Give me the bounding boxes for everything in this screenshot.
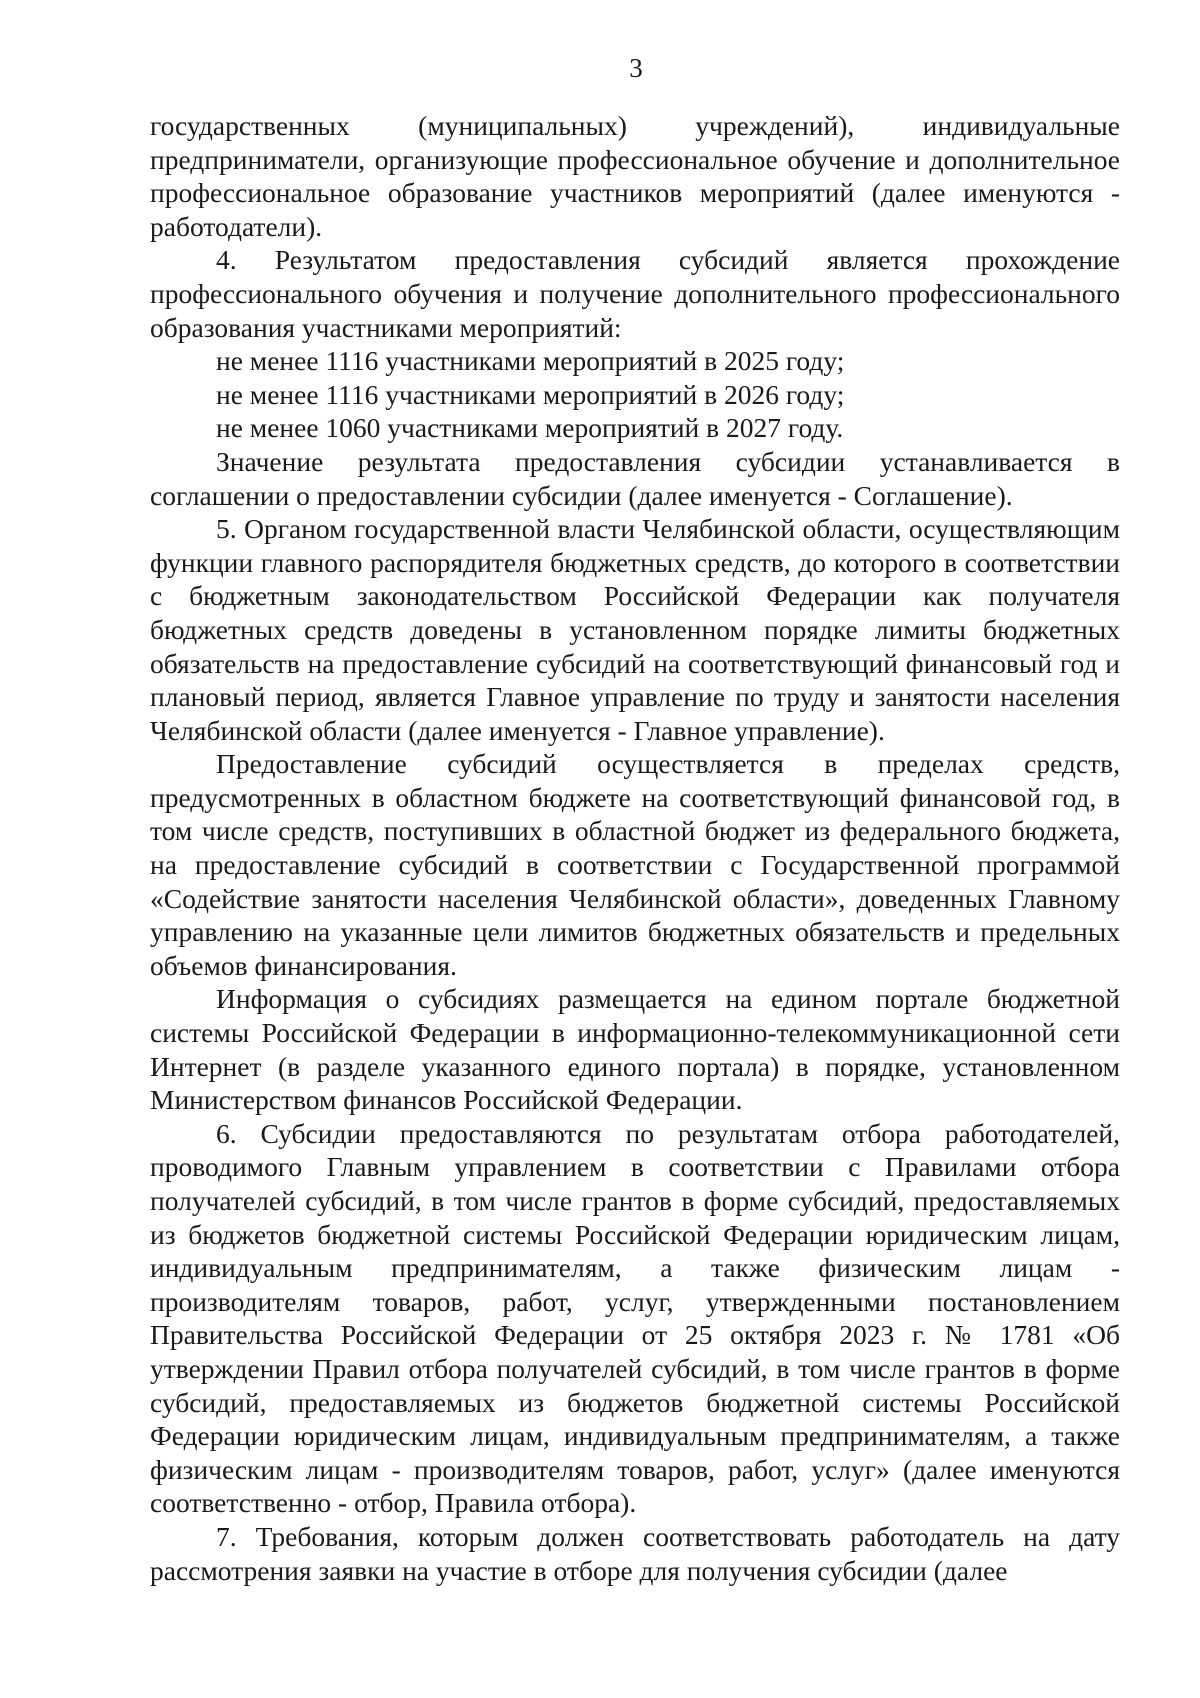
paragraph-result-value: Значение результата предоставления субсидии устанавливается в соглашении о предоставлении субсидии (далее именуется - Соглашение).: [150, 445, 1120, 511]
paragraph-employers-definition: государственных (муниципальных) учреждений), индивидуальные предприниматели, организующие профессиональное обучение и дополнительное профессиональное образование участников мероприятий (далее именуются - работодатели).: [150, 110, 1120, 242]
paragraph-item-4-result: 4. Результатом предоставления субсидий является прохождение профессионального обучения и получение дополнительного профессионального образования участниками мероприятий:: [150, 244, 1120, 343]
paragraph-subsidy-funding: Предоставление субсидий осуществляется в пределах средств, предусмотренных в областном бюджете на соответствующий финансовой год, в том числе средств, поступивших в областной бюджет из федерального бюджета, на предоставление субсидий в соответствии с Государственной программой «Содействие занятости населения Челябинской области», доведенных Главному управлению на указанные цели лимитов бюджетных обязательств и предельных объемов финансирования.: [150, 748, 1120, 981]
list-item-2025: не менее 1116 участниками мероприятий в 2025 году;: [216, 345, 845, 377]
list-item-2026: не менее 1116 участниками мероприятий в 2026 году;: [216, 378, 845, 410]
paragraph-item-6-selection: 6. Субсидии предоставляются по результатам отбора работодателей, проводимого Главным управлением в соответствии с Правилами отбора получателей субсидий, в том числе грантов в форме субсидий, предоставляемых из бюджетов бюджетной системы Российской Федерации юридическим лицам, индивидуальным предпринимателям, а также физическим лицам - производителям товаров, работ, услуг, утвержденными постановлением Правительства Российской Федерации от 25 октября 2023 г. № 1781 «Об утверждении Правил отбора получателей субсидий, в том числе грантов в форме субсидий, предоставляемых из бюджетов бюджетной системы Российской Федерации юридическим лицам, индивидуальным предпринимателям, а также физическим лицам - производителям товаров, работ, услуг» (далее именуются соответственно - отбор, Правила отбора).: [150, 1117, 1120, 1519]
page-number: 3: [629, 53, 643, 83]
paragraph-portal-information: Информация о субсидиях размещается на едином портале бюджетной системы Российской Федерации в информационно-телекоммуникационной сети Интернет (в разделе указанного единого портала) в порядке, установленном Министерством финансов Российской Федерации.: [150, 983, 1120, 1116]
list-item-2027: не менее 1060 участниками мероприятий в 2027 году.: [216, 412, 844, 444]
paragraph-item-7-requirements: 7. Требования, которым должен соответствовать работодатель на дату рассмотрения заявки на участие в отборе для получения субсидии (далее: [150, 1520, 1120, 1586]
paragraph-item-5-authority: 5. Органом государственной власти Челябинской области, осуществляющим функции главного распорядителя бюджетных средств, до которого в соответствии с бюджетным законодательством Российской Федерации как получателя бюджетных средств доведены в установленном порядке лимиты бюджетных обязательств на предоставление субсидий на соответствующий финансовый год и плановый период, является Главное управление по труду и занятости населения Челябинской области (далее именуется - Главное управление).: [150, 513, 1120, 746]
document-body: [150, 109, 1120, 1587]
